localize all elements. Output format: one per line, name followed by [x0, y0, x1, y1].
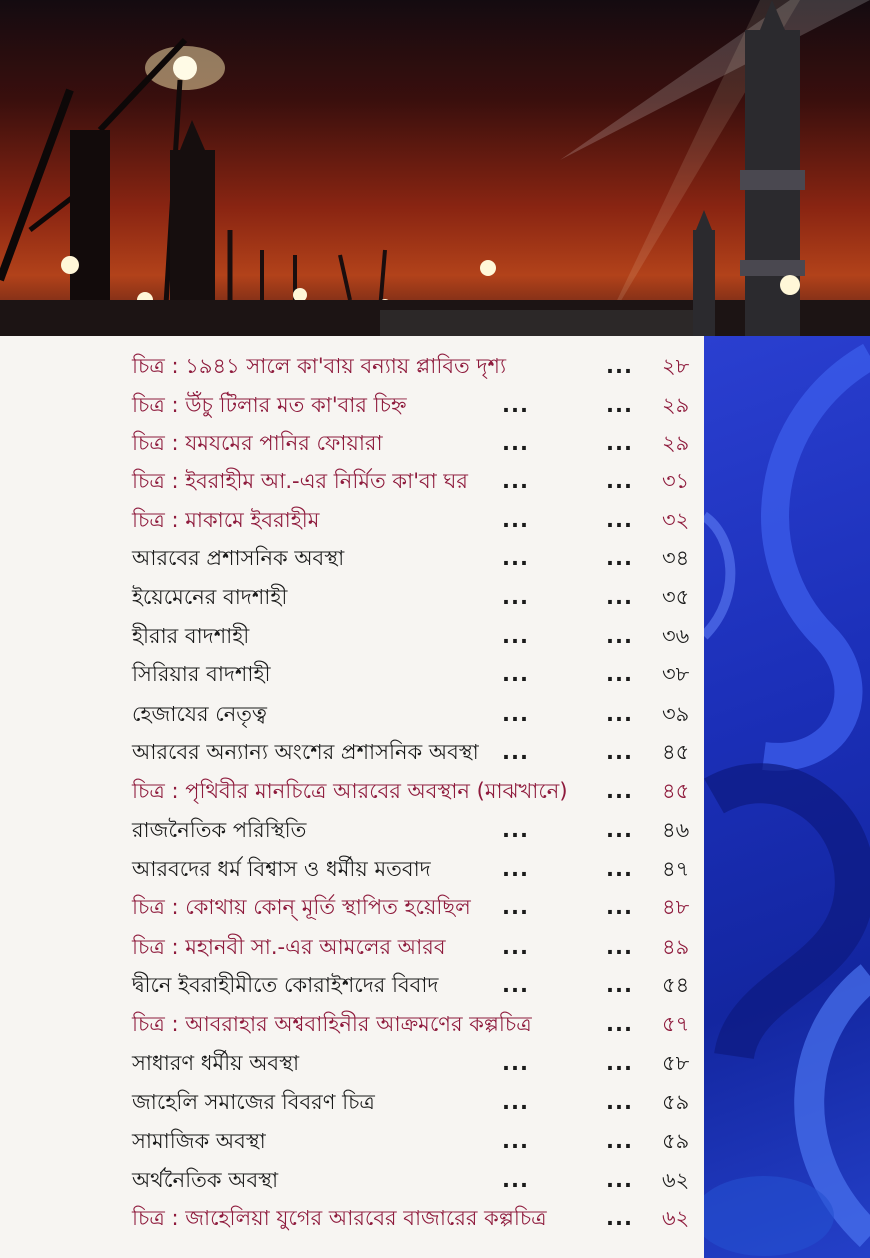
- toc-leader-dots: ...: [606, 585, 633, 609]
- toc-entry-title: সাধারণ ধর্মীয় অবস্থা: [132, 1051, 300, 1075]
- toc-page-number: ৪৮: [662, 895, 690, 919]
- toc-page-number: ২৯: [662, 393, 690, 417]
- toc-page-number: ৬২: [662, 1206, 690, 1230]
- banner-photo: [0, 0, 870, 336]
- toc-leader-dots: ...: [606, 1012, 633, 1036]
- toc-page-number: ৬২: [662, 1168, 690, 1192]
- toc-entry: [0, 1084, 704, 1120]
- toc-entry-title: দ্বীনে ইবরাহীমীতে কোরাইশদের বিবাদ: [132, 973, 439, 997]
- toc-entry-title: চিত্র : আবরাহার অশ্ববাহিনীর আক্রমণের কল্পচিত্র: [132, 1012, 532, 1036]
- toc-page-number: ২৮: [662, 354, 690, 378]
- toc-leader-dots: ...: [606, 1129, 633, 1153]
- toc-entry-title: চিত্র : মাকামে ইবরাহীম: [132, 508, 320, 532]
- toc-leader-dots: ...: [606, 740, 633, 764]
- toc-entry-title: চিত্র : জাহেলিয়া যুগের আরবের বাজারের কল্পচিত্র: [132, 1206, 547, 1230]
- toc-entry-title: হীরার বাদশাহী: [132, 624, 250, 648]
- toc-entry: [0, 696, 704, 732]
- toc-entry-title: চিত্র : ইবরাহীম আ.-এর নির্মিত কা'বা ঘর: [132, 469, 468, 493]
- toc-page-number: ৪৫: [662, 779, 690, 803]
- toc-page-number: ৩৬: [662, 624, 690, 648]
- toc-leader-dots: ...: [606, 935, 633, 959]
- toc-leader-dots: ...: [502, 1129, 529, 1153]
- toc-page-number: ৪৫: [662, 740, 690, 764]
- toc-entry: [0, 1200, 704, 1236]
- toc-entry: [0, 773, 704, 809]
- toc-leader-dots: ...: [606, 779, 633, 803]
- toc-leader-dots: ...: [606, 508, 633, 532]
- toc-leader-dots: ...: [606, 354, 633, 378]
- toc-leader-dots: ...: [502, 1168, 529, 1192]
- toc-entry: [0, 425, 704, 461]
- toc-page-number: ৪৬: [662, 818, 690, 842]
- toc-entry-title: সামাজিক অবস্থা: [132, 1129, 266, 1153]
- toc-entry-title: আরবদের ধর্ম বিশ্বাস ও ধর্মীয় মতবাদ: [132, 857, 431, 881]
- toc-entry: [0, 540, 704, 576]
- toc-leader-dots: ...: [502, 508, 529, 532]
- toc-entry-title: আরবের অন্যান্য অংশের প্রশাসনিক অবস্থা: [132, 740, 479, 764]
- toc-page-number: ৫৪: [662, 973, 690, 997]
- toc-page-number: ৫৭: [662, 1012, 690, 1036]
- toc-leader-dots: ...: [502, 857, 529, 881]
- toc-leader-dots: ...: [502, 585, 529, 609]
- toc-page-number: ২৯: [662, 431, 690, 455]
- toc-leader-dots: ...: [606, 469, 633, 493]
- toc-entry-title: চিত্র : কোথায় কোন্ মূর্তি স্থাপিত হয়েছিল: [132, 895, 471, 919]
- toc-entry: [0, 812, 704, 848]
- table-of-contents: [0, 336, 704, 1258]
- toc-page-number: ৩৪: [662, 546, 690, 570]
- toc-leader-dots: ...: [606, 973, 633, 997]
- toc-entry: [0, 1045, 704, 1081]
- toc-entry: [0, 618, 704, 654]
- toc-page-number: ৫৮: [662, 1051, 690, 1075]
- toc-entry-title: ইয়েমেনের বাদশাহী: [132, 585, 288, 609]
- side-decoration: [704, 336, 870, 1258]
- toc-leader-dots: ...: [606, 818, 633, 842]
- toc-entry-title: চিত্র : মহানবী সা.-এর আমলের আরব: [132, 935, 446, 959]
- toc-entry: [0, 463, 704, 499]
- toc-entry: [0, 967, 704, 1003]
- toc-entry-title: আরবের প্রশাসনিক অবস্থা: [132, 546, 345, 570]
- toc-leader-dots: ...: [502, 546, 529, 570]
- toc-leader-dots: ...: [606, 857, 633, 881]
- toc-entry: [0, 348, 704, 384]
- toc-leader-dots: ...: [502, 740, 529, 764]
- night-city-minaret-photo: [0, 0, 870, 336]
- toc-entry-title: রাজনৈতিক পরিস্থিতি: [132, 818, 307, 842]
- toc-entry: [0, 1162, 704, 1198]
- toc-entry: [0, 889, 704, 925]
- toc-leader-dots: ...: [606, 393, 633, 417]
- toc-leader-dots: ...: [502, 662, 529, 686]
- toc-leader-dots: ...: [606, 1168, 633, 1192]
- toc-entry-title: চিত্র : উঁচু টিলার মত কা'বার চিহ্ন: [132, 393, 407, 417]
- toc-page-number: ৩৫: [662, 585, 690, 609]
- toc-leader-dots: ...: [502, 935, 529, 959]
- toc-entry: [0, 656, 704, 692]
- toc-entry: [0, 1123, 704, 1159]
- toc-leader-dots: ...: [502, 702, 529, 726]
- toc-page-number: ৪৯: [662, 935, 690, 959]
- toc-entry-title: চিত্র : যমযমের পানির ফোয়ারা: [132, 431, 383, 455]
- toc-entry: [0, 851, 704, 887]
- toc-leader-dots: ...: [502, 624, 529, 648]
- toc-entry-title: অর্থনৈতিক অবস্থা: [132, 1168, 279, 1192]
- toc-leader-dots: ...: [606, 702, 633, 726]
- toc-entry-title: চিত্র : ১৯৪১ সালে কা'বায় বন্যায় প্লাবিত দৃশ্য: [132, 354, 507, 378]
- toc-entry: [0, 929, 704, 965]
- toc-leader-dots: ...: [606, 1206, 633, 1230]
- toc-entry: [0, 734, 704, 770]
- toc-entry-title: সিরিয়ার বাদশাহী: [132, 662, 271, 686]
- toc-leader-dots: ...: [606, 546, 633, 570]
- toc-entry-title: চিত্র : পৃথিবীর মানচিত্রে আরবের অবস্থান (মাঝখানে): [132, 779, 568, 803]
- toc-page-number: ৩৯: [662, 702, 690, 726]
- toc-page-number: ৪৭: [662, 857, 690, 881]
- toc-leader-dots: ...: [502, 1090, 529, 1114]
- toc-leader-dots: ...: [502, 818, 529, 842]
- toc-leader-dots: ...: [502, 431, 529, 455]
- toc-leader-dots: ...: [502, 1051, 529, 1075]
- blue-swirl-decoration: [704, 336, 870, 1258]
- toc-entry: [0, 579, 704, 615]
- toc-page-number: ৩১: [662, 469, 690, 493]
- toc-leader-dots: ...: [502, 895, 529, 919]
- toc-entry-title: জাহেলি সমাজের বিবরণ চিত্র: [132, 1090, 375, 1114]
- toc-leader-dots: ...: [606, 431, 633, 455]
- toc-leader-dots: ...: [502, 393, 529, 417]
- toc-entry: [0, 1006, 704, 1042]
- toc-page-number: ৫৯: [662, 1090, 690, 1114]
- toc-page-number: ৫৯: [662, 1129, 690, 1153]
- toc-leader-dots: ...: [606, 624, 633, 648]
- toc-leader-dots: ...: [606, 1090, 633, 1114]
- toc-leader-dots: ...: [502, 973, 529, 997]
- toc-leader-dots: ...: [606, 1051, 633, 1075]
- toc-leader-dots: ...: [606, 662, 633, 686]
- toc-page-number: ৩২: [662, 508, 690, 532]
- toc-leader-dots: ...: [502, 469, 529, 493]
- toc-leader-dots: ...: [606, 895, 633, 919]
- toc-page-number: ৩৮: [662, 662, 690, 686]
- toc-entry-title: হেজাযের নেতৃত্ব: [132, 702, 267, 726]
- toc-entry: [0, 387, 704, 423]
- toc-entry: [0, 502, 704, 538]
